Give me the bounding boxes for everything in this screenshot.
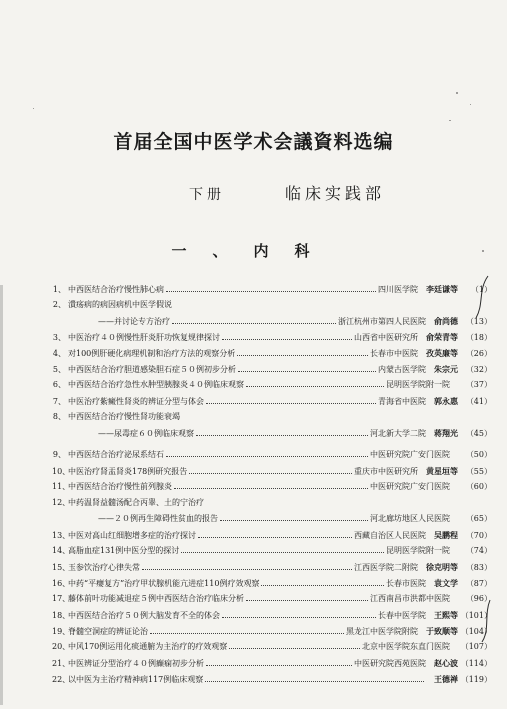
- toc-entry-page: （50）: [465, 450, 492, 459]
- toc-entry-source: 重庆市中医研究所: [354, 467, 418, 476]
- dot-leader: [222, 339, 352, 340]
- toc-entry-page: （83）: [465, 563, 492, 572]
- toc-entry-page: （87）: [465, 579, 492, 588]
- toc-entry-number: 3、: [52, 333, 66, 342]
- toc-entry-source: 青海省中医院: [378, 397, 426, 406]
- scan-speck: [470, 104, 471, 105]
- toc-entry: [52, 579, 492, 595]
- toc-entry-number: 10、: [52, 467, 71, 476]
- dot-leader: [172, 323, 336, 324]
- dot-leader: [198, 537, 352, 538]
- toc-entry-source: 西藏自治区人民医院: [354, 531, 426, 540]
- toc-entry-source: 中医研究院广安门医院: [370, 482, 450, 491]
- toc-entry-title: 中医治疗肾盂肾炎178例研究报告: [68, 467, 188, 476]
- toc-entry-title: 脊髓空洞症的辨证论治: [68, 627, 148, 636]
- toc-entry-author: 于致顺等: [426, 626, 458, 636]
- toc-entry-page: （32）: [465, 365, 492, 374]
- toc-entry: [52, 531, 492, 547]
- dot-leader: [166, 291, 376, 292]
- toc-entry-source: 四川医学院: [378, 285, 418, 294]
- toc-entry-source: 长春中医学院: [378, 611, 426, 620]
- toc-entry: [52, 349, 492, 365]
- toc-entry-source: 浙江杭州市第四人民医院: [338, 317, 426, 326]
- toc-entry-page: （107）: [460, 642, 492, 651]
- scan-speck: [449, 120, 451, 121]
- toc-entry-author: 李廷谦等: [426, 284, 458, 294]
- toc-entry-title: 高脂血症131例中医分型的探讨: [68, 546, 180, 555]
- toc-entry: [52, 547, 492, 563]
- toc-entry-title: 对100例肝硬化病理机制和治疗方法的观察分析: [68, 349, 236, 358]
- toc-entry-source: 长春市医院: [386, 579, 426, 588]
- toc-entry-author: 孜英廉等: [426, 348, 458, 358]
- toc-entry-author: 吴鹏程: [434, 530, 458, 540]
- toc-entry-source: 昆明医学院附一院: [386, 546, 450, 555]
- toc-entry-page: （60）: [465, 482, 492, 491]
- toc-entry-number: 13、: [52, 531, 71, 540]
- toc-entry-source: 中医研究院广安门医院: [370, 450, 450, 459]
- toc-entry-number: 6、: [52, 380, 66, 389]
- toc-entry-page: （96）: [465, 594, 492, 603]
- toc-entry: [52, 483, 492, 499]
- document-title: 首届全国中医学术会議資料选编: [113, 131, 394, 153]
- dot-leader: [166, 456, 368, 457]
- dot-leader: [229, 648, 360, 649]
- part-label: 临床实践部: [285, 184, 386, 203]
- toc-entry: [52, 467, 492, 483]
- toc-entry-page: （104）: [460, 627, 492, 636]
- toc-entry-number: 16、: [52, 579, 71, 588]
- dot-leader: [150, 633, 344, 634]
- toc-entry-title: 中风170例运用化痰通腑为主治疗的疗效观察: [68, 642, 228, 651]
- page-edge-shadow: [0, 285, 3, 705]
- toc-entry-number: 9、: [52, 450, 66, 459]
- toc-entry-title: 中医对高山红细胞增多症的治疗探讨: [68, 531, 196, 540]
- toc-entry: [52, 451, 492, 467]
- toc-entry-title: 藤体前叶功能减退症５例中西医结合治疗临床分析: [68, 594, 244, 603]
- toc-entry-number: 5、: [52, 365, 66, 374]
- dot-leader: [206, 665, 352, 666]
- toc-entry: [52, 429, 492, 445]
- scan-speck: [456, 92, 458, 94]
- toc-entry-page: （18）: [465, 333, 492, 342]
- toc-entry-number: 19、: [52, 627, 71, 636]
- toc-entry-page: （70）: [465, 531, 492, 540]
- toc-entry: [52, 413, 492, 429]
- toc-entry-number: 21、: [52, 659, 71, 668]
- toc-entry-number: 7、: [52, 397, 66, 406]
- toc-entry-author: 王熙等: [434, 610, 458, 620]
- toc-entry-author: 黄星垣等: [426, 466, 458, 476]
- dot-leader: [246, 386, 384, 387]
- toc-entry-number: 14、: [52, 546, 71, 555]
- toc-entry: [52, 595, 492, 611]
- section-heading: 一、内科: [171, 242, 336, 260]
- toc-entry: [52, 643, 492, 659]
- dot-leader: [181, 552, 384, 553]
- toc-entry: [52, 333, 492, 349]
- toc-entry-number: 15、: [52, 563, 71, 572]
- toc-entry: [52, 317, 492, 333]
- toc-entry: [52, 675, 492, 691]
- toc-entry: [52, 301, 492, 317]
- toc-entry-title: 以中医为主治疗精神病117例临床观察: [68, 675, 204, 684]
- toc-entry-author: 袁文学: [434, 578, 458, 588]
- toc-entry-title: 中西医结合治疗５０例大脑发育不全的体会: [68, 611, 220, 620]
- toc-entry-page: （1）: [470, 285, 492, 294]
- toc-entry-title: 玉参饮治疗心律失常: [68, 563, 140, 572]
- scan-speck: [33, 108, 34, 109]
- toc-entry: [52, 515, 492, 531]
- toc-entry-page: （65）: [465, 514, 492, 523]
- toc-entry-title: ——２０例再生障碍性贫血的报告: [98, 514, 218, 523]
- toc-entry-page: （114）: [460, 659, 492, 668]
- toc-entry-number: 17、: [52, 594, 71, 603]
- toc-entry: [52, 611, 492, 627]
- toc-entry-author: 王德禅: [434, 674, 458, 684]
- toc-entry-author: 赵心波: [434, 658, 458, 668]
- toc-entry-number: 1、: [52, 285, 66, 294]
- toc-entry-author: 蒋翔光: [434, 428, 458, 438]
- toc-entry-number: 11、: [52, 482, 71, 491]
- toc-entry-title: ——并讨论专方治疗: [98, 317, 170, 326]
- toc-entry-source: 江西医学院二附院: [354, 563, 418, 572]
- toc-entry-number: 22、: [52, 675, 71, 684]
- toc-entry: [52, 659, 492, 675]
- toc-entry-page: （55）: [465, 467, 492, 476]
- toc-entry-number: 8、: [52, 412, 66, 421]
- toc-entry-author: 郭永惠: [434, 396, 458, 406]
- dot-leader: [206, 403, 376, 404]
- dot-leader: [220, 520, 368, 521]
- toc-entry-title: 中医辨证分型治疗４０例癫痫初步分析: [68, 659, 204, 668]
- dot-leader: [222, 617, 376, 618]
- dot-leader: [174, 488, 368, 489]
- toc-entry-page: （119）: [460, 675, 492, 684]
- toc-entry: [52, 627, 492, 643]
- toc-entry-source: 中医研究院西苑医院: [354, 659, 426, 668]
- toc-entry-source: 黑龙江中医学院附院: [346, 627, 418, 636]
- toc-entry-title: 中医治疗紫癜性肾炎的辨证分型与体会: [68, 397, 204, 406]
- toc-entry: [52, 499, 492, 515]
- toc-entry-source: 长春市中医院: [370, 349, 418, 358]
- toc-entry: [52, 397, 492, 413]
- toc-entry-source: 河北廊坊地区人民医院: [370, 514, 450, 523]
- toc-entry-source: 北京中医学院东直门医院: [362, 642, 450, 651]
- toc-entry-page: （74）: [465, 546, 492, 555]
- toc-entry-source: 昆明医学院附一院: [386, 380, 450, 389]
- toc-entry-page: （41）: [465, 397, 492, 406]
- dot-leader: [237, 355, 368, 356]
- toc-entry-author: 俞荣青等: [426, 332, 458, 342]
- toc-entry-page: （37）: [465, 380, 492, 389]
- toc-entry-title: ——尿毒症６０例临床观察: [98, 429, 194, 438]
- volume-label: 下册: [189, 187, 225, 203]
- toc-entry-author: 俞尚德: [434, 316, 458, 326]
- toc-entry-source: 山西省中医研究所: [354, 333, 418, 342]
- dot-leader: [246, 600, 368, 601]
- dot-leader: [205, 681, 424, 682]
- toc-entry-page: （101）: [460, 611, 492, 620]
- toc-entry-number: 18、: [52, 611, 71, 620]
- toc-entry: [52, 365, 492, 381]
- dot-leader: [189, 473, 352, 474]
- table-of-contents: [52, 285, 492, 691]
- toc-entry-title: 中西医结合治疗慢性肺心病: [68, 285, 164, 294]
- toc-entry: [52, 285, 492, 301]
- toc-entry-number: 2、: [52, 300, 66, 309]
- toc-entry-title: 中西医结合治疗慢性前列腺炎: [68, 482, 172, 491]
- toc-entry-number: 4、: [52, 349, 66, 358]
- toc-entry-page: （26）: [465, 349, 492, 358]
- toc-entry-title: 中西医结合治疗胆道感染胆石症５０例初步分析: [68, 365, 236, 374]
- toc-entry-title: 中医治疗４０例慢性肝炎肝功恢复规律探讨: [68, 333, 220, 342]
- toc-entry-number: 12、: [52, 498, 71, 507]
- toc-entry-author: 徐克明等: [426, 562, 458, 572]
- dot-leader: [142, 569, 352, 570]
- toc-entry-number: 20、: [52, 642, 71, 651]
- dot-leader: [238, 371, 376, 372]
- toc-entry-title: 潰疡病的病因病机中医学假说: [68, 300, 172, 309]
- dot-leader: [196, 435, 368, 436]
- toc-entry-title: 中药温肾益髓汤配合丙睾、土的宁治疗: [68, 498, 204, 507]
- toc-entry-title: 中药“平瘿复方”治疗甲状腺机能亢进症110例疗效观察: [68, 579, 260, 588]
- toc-entry-title: 中西医结合治疗慢性肾功能衰竭: [68, 412, 180, 421]
- scan-speck: [482, 250, 484, 252]
- toc-entry-title: 中西医结合治疗急性水肿型胰腺炎４０例临床观察: [68, 380, 244, 389]
- toc-entry-page: （13）: [465, 317, 492, 326]
- toc-entry-source: 江西南昌市洪都中医院: [370, 594, 450, 603]
- toc-entry-page: （45）: [465, 429, 492, 438]
- pen-mark: [470, 270, 500, 670]
- dot-leader: [261, 585, 384, 586]
- toc-entry: [52, 381, 492, 397]
- toc-entry-source: 河北新大学二院: [370, 429, 426, 438]
- toc-entry: [52, 563, 492, 579]
- toc-entry-author: 朱宗元: [434, 364, 458, 374]
- toc-entry-source: 内蒙古医学院: [378, 365, 426, 374]
- toc-entry-title: 中西医结合治疗泌尿系结石: [68, 450, 164, 459]
